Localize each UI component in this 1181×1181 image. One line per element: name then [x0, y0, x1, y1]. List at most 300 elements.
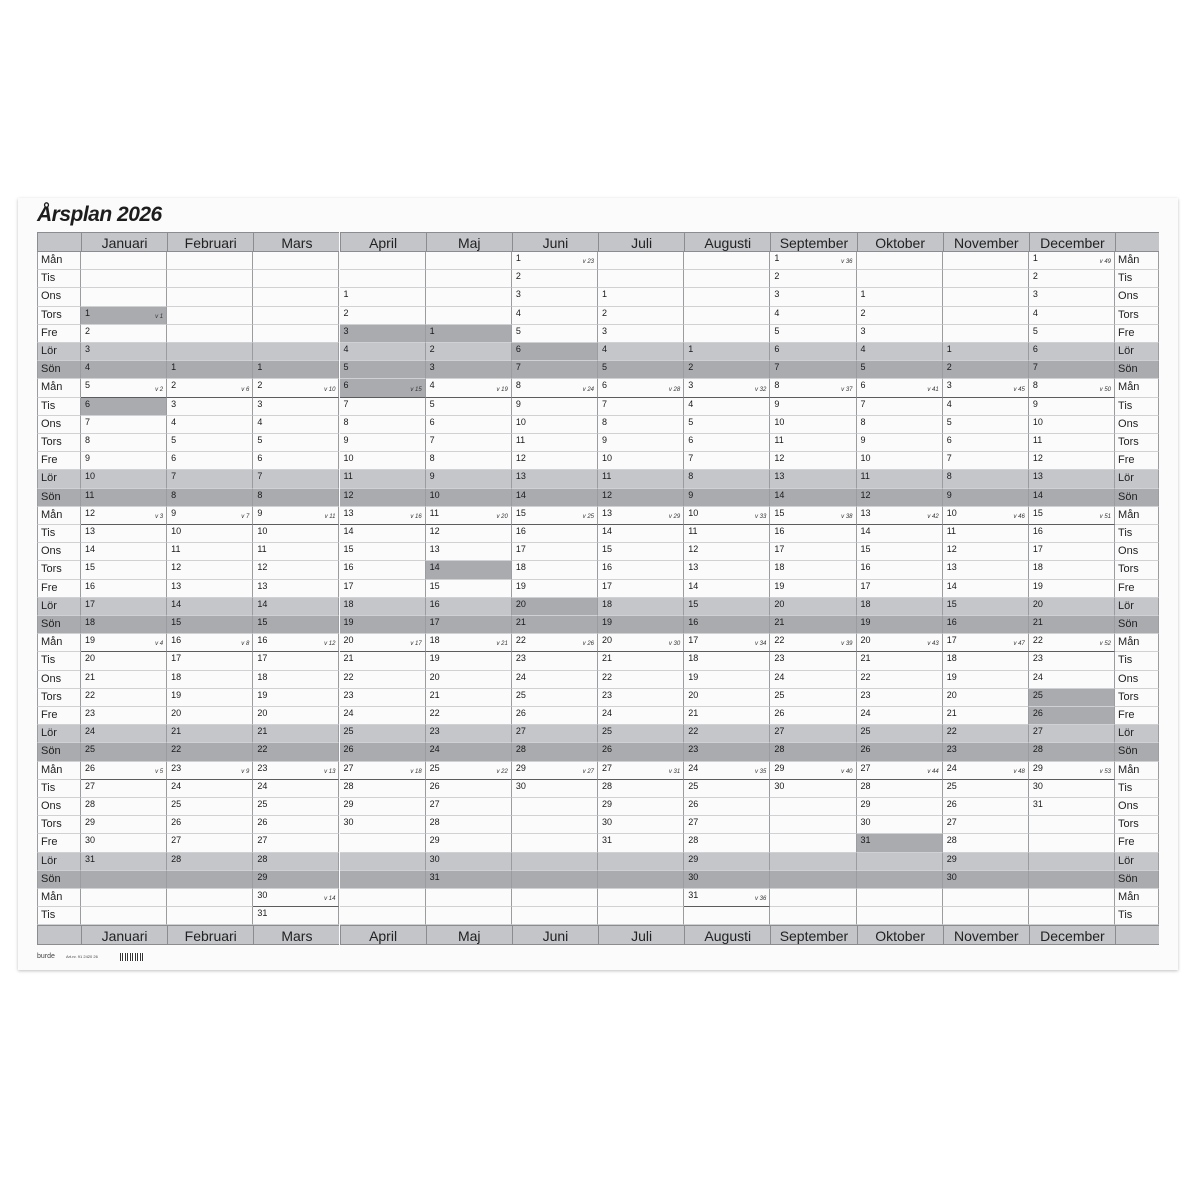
day-cell[interactable]: [857, 470, 943, 488]
day-cell[interactable]: [512, 671, 598, 689]
day-cell[interactable]: [857, 762, 943, 780]
day-cell[interactable]: [684, 616, 770, 634]
day-cell[interactable]: [598, 452, 684, 470]
day-cell[interactable]: [167, 707, 253, 725]
day-cell[interactable]: [1029, 543, 1115, 561]
day-cell[interactable]: [167, 489, 253, 507]
day-cell[interactable]: [426, 707, 512, 725]
day-cell[interactable]: [770, 343, 856, 361]
day-cell[interactable]: [426, 780, 512, 798]
day-cell[interactable]: [426, 743, 512, 761]
day-cell[interactable]: [943, 853, 1029, 871]
day-cell[interactable]: [253, 652, 339, 670]
day-cell[interactable]: [857, 489, 943, 507]
day-cell[interactable]: [512, 543, 598, 561]
day-cell[interactable]: [770, 671, 856, 689]
day-cell[interactable]: [253, 889, 339, 907]
day-cell[interactable]: [857, 543, 943, 561]
day-cell[interactable]: [340, 416, 426, 434]
day-cell[interactable]: [81, 361, 167, 379]
day-cell[interactable]: [857, 725, 943, 743]
day-cell[interactable]: [598, 834, 684, 852]
day-cell[interactable]: [512, 307, 598, 325]
day-cell[interactable]: [512, 270, 598, 288]
day-cell[interactable]: [426, 489, 512, 507]
day-cell[interactable]: [1029, 743, 1115, 761]
day-cell[interactable]: [857, 325, 943, 343]
day-cell[interactable]: [426, 507, 512, 525]
day-cell[interactable]: [1029, 434, 1115, 452]
day-cell[interactable]: [340, 634, 426, 652]
day-cell[interactable]: [1029, 762, 1115, 780]
day-cell[interactable]: [426, 434, 512, 452]
day-cell[interactable]: [857, 379, 943, 397]
day-cell[interactable]: [857, 798, 943, 816]
day-cell[interactable]: [857, 780, 943, 798]
day-cell[interactable]: [512, 288, 598, 306]
day-cell[interactable]: [943, 379, 1029, 397]
day-cell[interactable]: [684, 798, 770, 816]
day-cell[interactable]: [684, 780, 770, 798]
day-cell[interactable]: [684, 434, 770, 452]
day-cell[interactable]: [770, 689, 856, 707]
day-cell[interactable]: [512, 452, 598, 470]
day-cell[interactable]: [943, 361, 1029, 379]
day-cell[interactable]: [770, 707, 856, 725]
day-cell[interactable]: [1029, 325, 1115, 343]
day-cell[interactable]: [167, 853, 253, 871]
day-cell[interactable]: [598, 816, 684, 834]
day-cell[interactable]: [81, 489, 167, 507]
day-cell[interactable]: [340, 580, 426, 598]
day-cell[interactable]: [340, 361, 426, 379]
day-cell[interactable]: [770, 725, 856, 743]
day-cell[interactable]: [598, 671, 684, 689]
day-cell[interactable]: [943, 580, 1029, 598]
day-cell[interactable]: [426, 470, 512, 488]
day-cell[interactable]: [684, 416, 770, 434]
day-cell[interactable]: [167, 507, 253, 525]
day-cell[interactable]: [426, 834, 512, 852]
day-cell[interactable]: [684, 652, 770, 670]
day-cell[interactable]: [512, 652, 598, 670]
day-cell[interactable]: [426, 325, 512, 343]
day-cell[interactable]: [512, 561, 598, 579]
day-cell[interactable]: [253, 853, 339, 871]
day-cell[interactable]: [770, 416, 856, 434]
day-cell[interactable]: [1029, 780, 1115, 798]
day-cell[interactable]: [943, 561, 1029, 579]
day-cell[interactable]: [598, 689, 684, 707]
day-cell[interactable]: [598, 379, 684, 397]
day-cell[interactable]: [684, 379, 770, 397]
day-cell[interactable]: [1029, 671, 1115, 689]
day-cell[interactable]: [770, 270, 856, 288]
day-cell[interactable]: [81, 416, 167, 434]
day-cell[interactable]: [857, 834, 943, 852]
day-cell[interactable]: [340, 379, 426, 397]
day-cell[interactable]: [340, 616, 426, 634]
day-cell[interactable]: [340, 762, 426, 780]
day-cell[interactable]: [598, 470, 684, 488]
day-cell[interactable]: [684, 725, 770, 743]
day-cell[interactable]: [340, 398, 426, 416]
day-cell[interactable]: [857, 580, 943, 598]
day-cell[interactable]: [81, 707, 167, 725]
day-cell[interactable]: [512, 525, 598, 543]
day-cell[interactable]: [943, 780, 1029, 798]
day-cell[interactable]: [512, 580, 598, 598]
day-cell[interactable]: [340, 489, 426, 507]
day-cell[interactable]: [684, 671, 770, 689]
day-cell[interactable]: [512, 689, 598, 707]
day-cell[interactable]: [770, 307, 856, 325]
day-cell[interactable]: [598, 780, 684, 798]
day-cell[interactable]: [684, 543, 770, 561]
day-cell[interactable]: [512, 434, 598, 452]
day-cell[interactable]: [684, 398, 770, 416]
day-cell[interactable]: [426, 671, 512, 689]
day-cell[interactable]: [512, 780, 598, 798]
day-cell[interactable]: [253, 416, 339, 434]
day-cell[interactable]: [1029, 398, 1115, 416]
day-cell[interactable]: [426, 652, 512, 670]
day-cell[interactable]: [598, 725, 684, 743]
day-cell[interactable]: [1029, 561, 1115, 579]
day-cell[interactable]: [1029, 652, 1115, 670]
day-cell[interactable]: [426, 689, 512, 707]
day-cell[interactable]: [598, 288, 684, 306]
day-cell[interactable]: [167, 452, 253, 470]
day-cell[interactable]: [253, 798, 339, 816]
day-cell[interactable]: [340, 598, 426, 616]
day-cell[interactable]: [167, 616, 253, 634]
day-cell[interactable]: [340, 725, 426, 743]
day-cell[interactable]: [1029, 307, 1115, 325]
day-cell[interactable]: [340, 452, 426, 470]
day-cell[interactable]: [770, 470, 856, 488]
day-cell[interactable]: [253, 361, 339, 379]
day-cell[interactable]: [81, 689, 167, 707]
day-cell[interactable]: [770, 580, 856, 598]
day-cell[interactable]: [167, 725, 253, 743]
day-cell[interactable]: [426, 398, 512, 416]
day-cell[interactable]: [512, 416, 598, 434]
day-cell[interactable]: [81, 434, 167, 452]
day-cell[interactable]: [943, 489, 1029, 507]
day-cell[interactable]: [167, 598, 253, 616]
day-cell[interactable]: [684, 561, 770, 579]
day-cell[interactable]: [943, 871, 1029, 889]
day-cell[interactable]: [253, 452, 339, 470]
day-cell[interactable]: [512, 470, 598, 488]
day-cell[interactable]: [340, 434, 426, 452]
day-cell[interactable]: [943, 343, 1029, 361]
day-cell[interactable]: [512, 743, 598, 761]
day-cell[interactable]: [340, 798, 426, 816]
day-cell[interactable]: [253, 379, 339, 397]
day-cell[interactable]: [340, 343, 426, 361]
day-cell[interactable]: [81, 307, 167, 325]
day-cell[interactable]: [1029, 598, 1115, 616]
day-cell[interactable]: [167, 398, 253, 416]
day-cell[interactable]: [598, 416, 684, 434]
day-cell[interactable]: [857, 816, 943, 834]
day-cell[interactable]: [857, 343, 943, 361]
day-cell[interactable]: [684, 470, 770, 488]
day-cell[interactable]: [81, 543, 167, 561]
day-cell[interactable]: [426, 543, 512, 561]
day-cell[interactable]: [340, 288, 426, 306]
day-cell[interactable]: [81, 780, 167, 798]
day-cell[interactable]: [426, 361, 512, 379]
day-cell[interactable]: [253, 489, 339, 507]
day-cell[interactable]: [598, 343, 684, 361]
day-cell[interactable]: [1029, 489, 1115, 507]
day-cell[interactable]: [253, 525, 339, 543]
day-cell[interactable]: [426, 634, 512, 652]
day-cell[interactable]: [684, 361, 770, 379]
day-cell[interactable]: [1029, 616, 1115, 634]
day-cell[interactable]: [167, 798, 253, 816]
day-cell[interactable]: [512, 707, 598, 725]
day-cell[interactable]: [598, 580, 684, 598]
day-cell[interactable]: [167, 580, 253, 598]
day-cell[interactable]: [770, 252, 856, 270]
day-cell[interactable]: [167, 543, 253, 561]
day-cell[interactable]: [857, 689, 943, 707]
day-cell[interactable]: [426, 525, 512, 543]
day-cell[interactable]: [770, 634, 856, 652]
day-cell[interactable]: [598, 634, 684, 652]
day-cell[interactable]: [1029, 288, 1115, 306]
day-cell[interactable]: [512, 252, 598, 270]
day-cell[interactable]: [598, 707, 684, 725]
day-cell[interactable]: [1029, 507, 1115, 525]
day-cell[interactable]: [684, 871, 770, 889]
day-cell[interactable]: [598, 598, 684, 616]
day-cell[interactable]: [253, 780, 339, 798]
day-cell[interactable]: [253, 689, 339, 707]
day-cell[interactable]: [167, 470, 253, 488]
day-cell[interactable]: [857, 525, 943, 543]
day-cell[interactable]: [81, 470, 167, 488]
day-cell[interactable]: [684, 762, 770, 780]
day-cell[interactable]: [167, 816, 253, 834]
day-cell[interactable]: [340, 325, 426, 343]
day-cell[interactable]: [81, 398, 167, 416]
day-cell[interactable]: [684, 598, 770, 616]
day-cell[interactable]: [1029, 379, 1115, 397]
day-cell[interactable]: [81, 616, 167, 634]
day-cell[interactable]: [167, 652, 253, 670]
day-cell[interactable]: [167, 634, 253, 652]
day-cell[interactable]: [598, 743, 684, 761]
day-cell[interactable]: [598, 434, 684, 452]
day-cell[interactable]: [684, 343, 770, 361]
day-cell[interactable]: [857, 652, 943, 670]
day-cell[interactable]: [340, 743, 426, 761]
day-cell[interactable]: [770, 543, 856, 561]
day-cell[interactable]: [512, 398, 598, 416]
day-cell[interactable]: [340, 671, 426, 689]
day-cell[interactable]: [943, 598, 1029, 616]
day-cell[interactable]: [684, 853, 770, 871]
day-cell[interactable]: [167, 780, 253, 798]
day-cell[interactable]: [340, 507, 426, 525]
day-cell[interactable]: [340, 543, 426, 561]
day-cell[interactable]: [1029, 470, 1115, 488]
day-cell[interactable]: [684, 816, 770, 834]
day-cell[interactable]: [81, 452, 167, 470]
day-cell[interactable]: [770, 616, 856, 634]
day-cell[interactable]: [943, 470, 1029, 488]
day-cell[interactable]: [857, 434, 943, 452]
day-cell[interactable]: [81, 325, 167, 343]
day-cell[interactable]: [857, 416, 943, 434]
day-cell[interactable]: [857, 598, 943, 616]
day-cell[interactable]: [81, 598, 167, 616]
day-cell[interactable]: [253, 507, 339, 525]
day-cell[interactable]: [598, 652, 684, 670]
day-cell[interactable]: [857, 452, 943, 470]
day-cell[interactable]: [770, 561, 856, 579]
day-cell[interactable]: [253, 434, 339, 452]
day-cell[interactable]: [598, 361, 684, 379]
day-cell[interactable]: [857, 743, 943, 761]
day-cell[interactable]: [943, 725, 1029, 743]
day-cell[interactable]: [426, 416, 512, 434]
day-cell[interactable]: [684, 525, 770, 543]
day-cell[interactable]: [598, 325, 684, 343]
day-cell[interactable]: [598, 307, 684, 325]
day-cell[interactable]: [253, 398, 339, 416]
day-cell[interactable]: [684, 452, 770, 470]
day-cell[interactable]: [943, 452, 1029, 470]
day-cell[interactable]: [81, 652, 167, 670]
day-cell[interactable]: [598, 525, 684, 543]
day-cell[interactable]: [598, 507, 684, 525]
day-cell[interactable]: [167, 525, 253, 543]
day-cell[interactable]: [512, 598, 598, 616]
day-cell[interactable]: [167, 671, 253, 689]
day-cell[interactable]: [81, 853, 167, 871]
day-cell[interactable]: [426, 379, 512, 397]
day-cell[interactable]: [81, 798, 167, 816]
day-cell[interactable]: [512, 725, 598, 743]
day-cell[interactable]: [167, 379, 253, 397]
day-cell[interactable]: [253, 725, 339, 743]
day-cell[interactable]: [598, 398, 684, 416]
day-cell[interactable]: [943, 816, 1029, 834]
day-cell[interactable]: [253, 671, 339, 689]
day-cell[interactable]: [1029, 452, 1115, 470]
day-cell[interactable]: [81, 525, 167, 543]
day-cell[interactable]: [857, 634, 943, 652]
day-cell[interactable]: [943, 689, 1029, 707]
day-cell[interactable]: [512, 325, 598, 343]
day-cell[interactable]: [857, 307, 943, 325]
day-cell[interactable]: [426, 561, 512, 579]
day-cell[interactable]: [770, 525, 856, 543]
day-cell[interactable]: [512, 361, 598, 379]
day-cell[interactable]: [943, 434, 1029, 452]
day-cell[interactable]: [340, 470, 426, 488]
day-cell[interactable]: [684, 689, 770, 707]
day-cell[interactable]: [770, 398, 856, 416]
day-cell[interactable]: [340, 652, 426, 670]
day-cell[interactable]: [512, 489, 598, 507]
day-cell[interactable]: [167, 416, 253, 434]
day-cell[interactable]: [770, 361, 856, 379]
day-cell[interactable]: [770, 325, 856, 343]
day-cell[interactable]: [340, 561, 426, 579]
day-cell[interactable]: [340, 707, 426, 725]
day-cell[interactable]: [857, 561, 943, 579]
day-cell[interactable]: [340, 525, 426, 543]
day-cell[interactable]: [857, 616, 943, 634]
day-cell[interactable]: [426, 816, 512, 834]
day-cell[interactable]: [684, 707, 770, 725]
day-cell[interactable]: [943, 762, 1029, 780]
day-cell[interactable]: [684, 507, 770, 525]
day-cell[interactable]: [770, 507, 856, 525]
day-cell[interactable]: [943, 671, 1029, 689]
day-cell[interactable]: [770, 780, 856, 798]
day-cell[interactable]: [512, 343, 598, 361]
day-cell[interactable]: [81, 762, 167, 780]
day-cell[interactable]: [857, 361, 943, 379]
day-cell[interactable]: [684, 580, 770, 598]
day-cell[interactable]: [1029, 416, 1115, 434]
day-cell[interactable]: [253, 707, 339, 725]
day-cell[interactable]: [426, 580, 512, 598]
day-cell[interactable]: [253, 634, 339, 652]
day-cell[interactable]: [1029, 580, 1115, 598]
day-cell[interactable]: [598, 489, 684, 507]
day-cell[interactable]: [426, 725, 512, 743]
day-cell[interactable]: [943, 707, 1029, 725]
day-cell[interactable]: [598, 762, 684, 780]
day-cell[interactable]: [426, 798, 512, 816]
day-cell[interactable]: [857, 288, 943, 306]
day-cell[interactable]: [81, 507, 167, 525]
day-cell[interactable]: [253, 580, 339, 598]
day-cell[interactable]: [81, 743, 167, 761]
day-cell[interactable]: [512, 616, 598, 634]
day-cell[interactable]: [770, 452, 856, 470]
day-cell[interactable]: [598, 798, 684, 816]
day-cell[interactable]: [857, 671, 943, 689]
day-cell[interactable]: [167, 743, 253, 761]
day-cell[interactable]: [512, 379, 598, 397]
day-cell[interactable]: [340, 689, 426, 707]
day-cell[interactable]: [684, 889, 770, 907]
day-cell[interactable]: [426, 343, 512, 361]
day-cell[interactable]: [253, 834, 339, 852]
day-cell[interactable]: [1029, 634, 1115, 652]
day-cell[interactable]: [857, 398, 943, 416]
day-cell[interactable]: [1029, 361, 1115, 379]
day-cell[interactable]: [426, 598, 512, 616]
day-cell[interactable]: [684, 743, 770, 761]
day-cell[interactable]: [943, 507, 1029, 525]
day-cell[interactable]: [598, 543, 684, 561]
day-cell[interactable]: [253, 871, 339, 889]
day-cell[interactable]: [426, 853, 512, 871]
day-cell[interactable]: [167, 834, 253, 852]
day-cell[interactable]: [684, 634, 770, 652]
